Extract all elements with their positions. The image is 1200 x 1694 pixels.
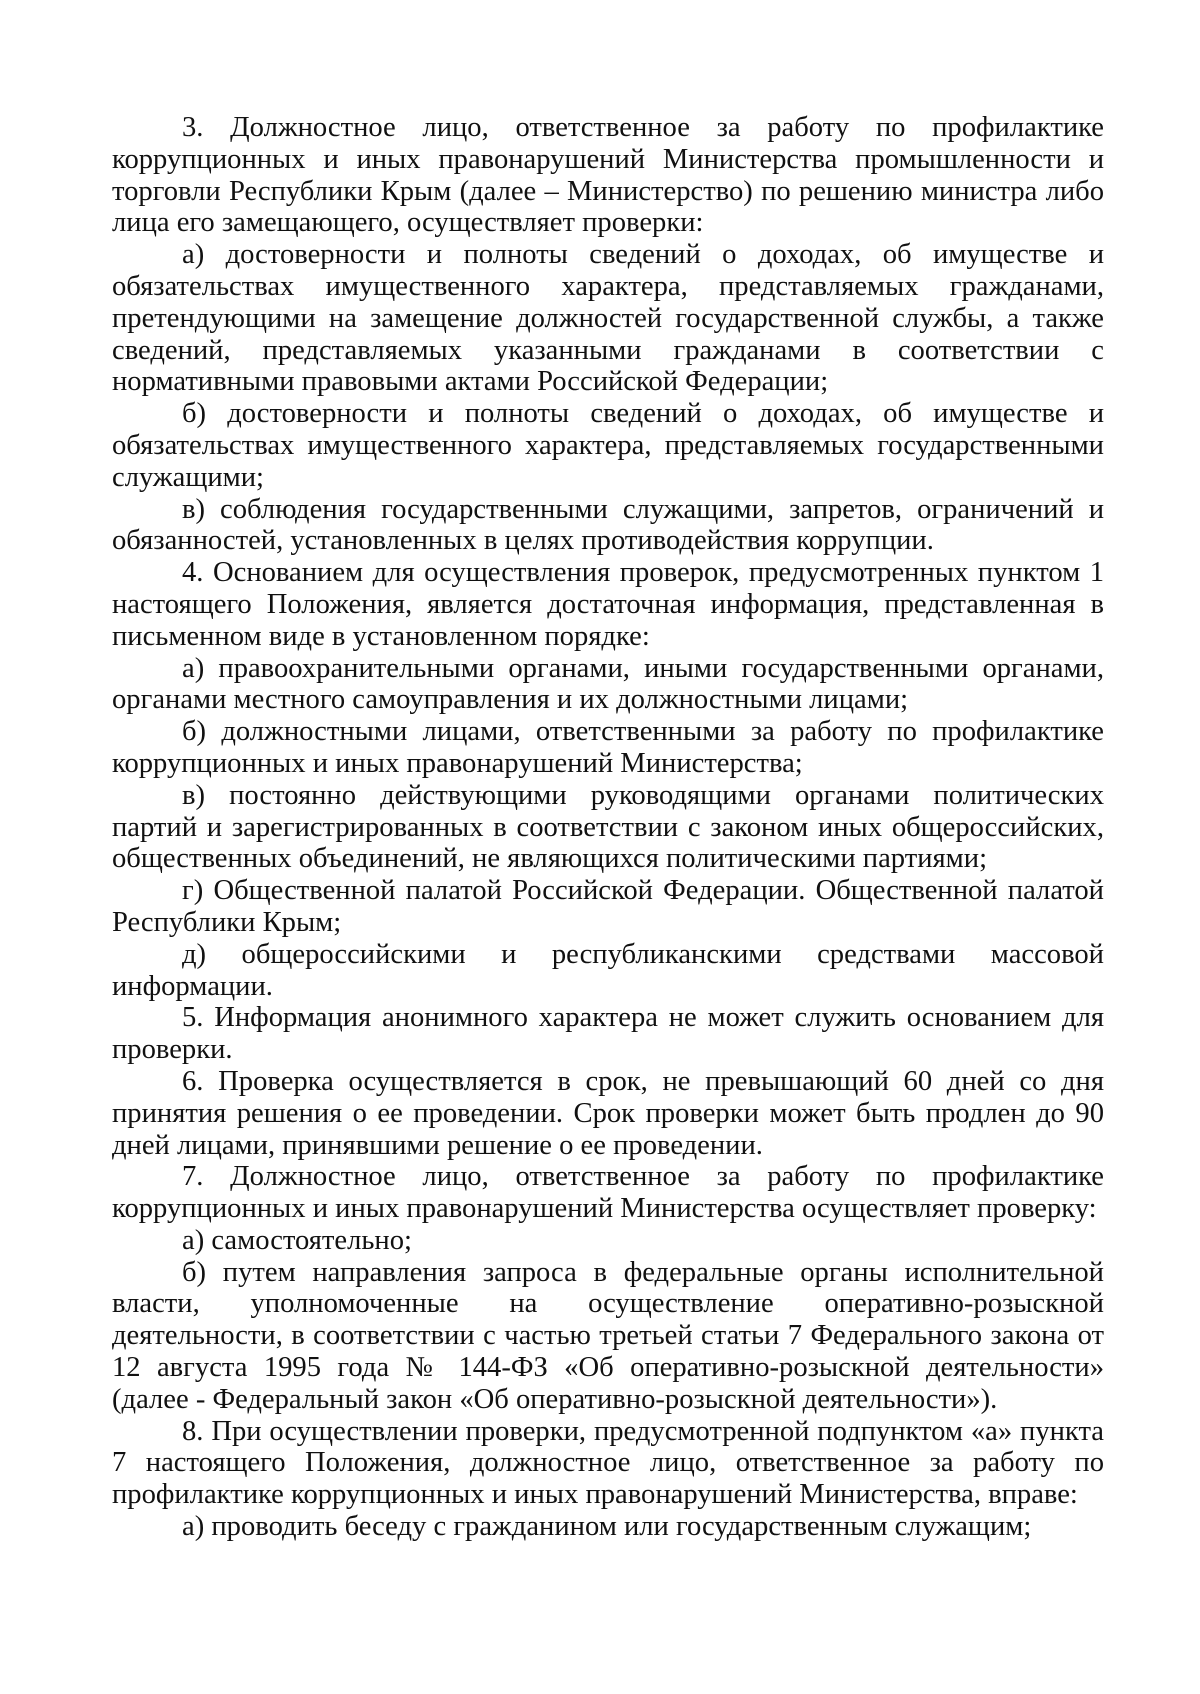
paragraph-6: 6. Проверка осуществляется в срок, не превышающий 60 дней со дня принятия решения о ее проведении. Срок проверки может быть продлен до 90 дней лицами, принявшими решение о ее проведении.	[112, 1065, 1104, 1161]
paragraph-7a: а) самостоятельно;	[182, 1224, 412, 1256]
paragraph-4v: в) постоянно действующими руководящими органами политических партий и зарегистрированных в соответствии с законом иных общероссийских, общественных объединений, не являющихся политическими партиями;	[112, 779, 1104, 875]
paragraph-4a: а) правоохранительными органами, иными государственными органами, органами местного самоуправления и их должностными лицами;	[112, 652, 1104, 716]
paragraph-4g: г) Общественной палатой Российской Федерации. Общественной палатой Республики Крым;	[112, 875, 1104, 938]
paragraph-4: 4. Основанием для осуществления проверок, предусмотренных пунктом 1 настоящего Положения, является достаточная информация, представленная в письменном виде в установленном порядке:	[112, 557, 1104, 652]
paragraph-4d: д) общероссийскими и республиканскими средствами массовой информации.	[112, 938, 1104, 1002]
paragraph-8: 8. При осуществлении проверки, предусмотренной подпунктом «а» пункта 7 настоящего Положения, должностное лицо, ответственное за работу по профилактике коррупционных и иных правонарушений Министерства, вправе:	[112, 1415, 1104, 1511]
paragraph-7b: б) путем направления запроса в федеральные органы исполнительной власти, уполномоченные на осуществление оперативно-розыскной деятельности, в соответствии с частью третьей статьи 7 Федерального закона от 12 августа 1995 года № 144-ФЗ «Об оперативно-розыскной деятельности» (далее - Федеральный закон «Об оперативно-розыскной деятельности»).	[112, 1256, 1104, 1415]
paragraph-3b: б) достоверности и полноты сведений о доходах, об имуществе и обязательствах имущественного характера, представляемых государственными служащими;	[112, 398, 1104, 493]
paragraph-8a: а) проводить беседу с гражданином или государственным служащим;	[182, 1511, 1032, 1543]
paragraph-3a: а) достоверности и полноты сведений о доходах, об имуществе и обязательствах имущественного характера, представляемых гражданами, претендующими на замещение должностей государственной службы, а также сведений, представляемых указанными гражданами в соответствии с нормативными правовыми актами Российской Федерации;	[112, 239, 1104, 398]
paragraph-7: 7. Должностное лицо, ответственное за работу по профилактике коррупционных и иных правонарушений Министерства осуществляет проверку:	[112, 1161, 1104, 1225]
paragraph-5: 5. Информация анонимного характера не может служить основанием для проверки.	[112, 1002, 1104, 1066]
paragraph-3v: в) соблюдения государственными служащими, запретов, ограничений и обязанностей, установленных в целях противодействия коррупции.	[112, 493, 1104, 557]
document-page	[112, 112, 1104, 1543]
paragraph-3: 3. Должностное лицо, ответственное за работу по профилактике коррупционных и иных правонарушений Министерства промышленности и торговли Республики Крым (далее – Министерство) по решению министра либо лица его замещающего, осуществляет проверки:	[112, 112, 1104, 239]
paragraph-4b: б) должностными лицами, ответственными за работу по профилактике коррупционных и иных правонарушений Министерства;	[112, 716, 1104, 779]
